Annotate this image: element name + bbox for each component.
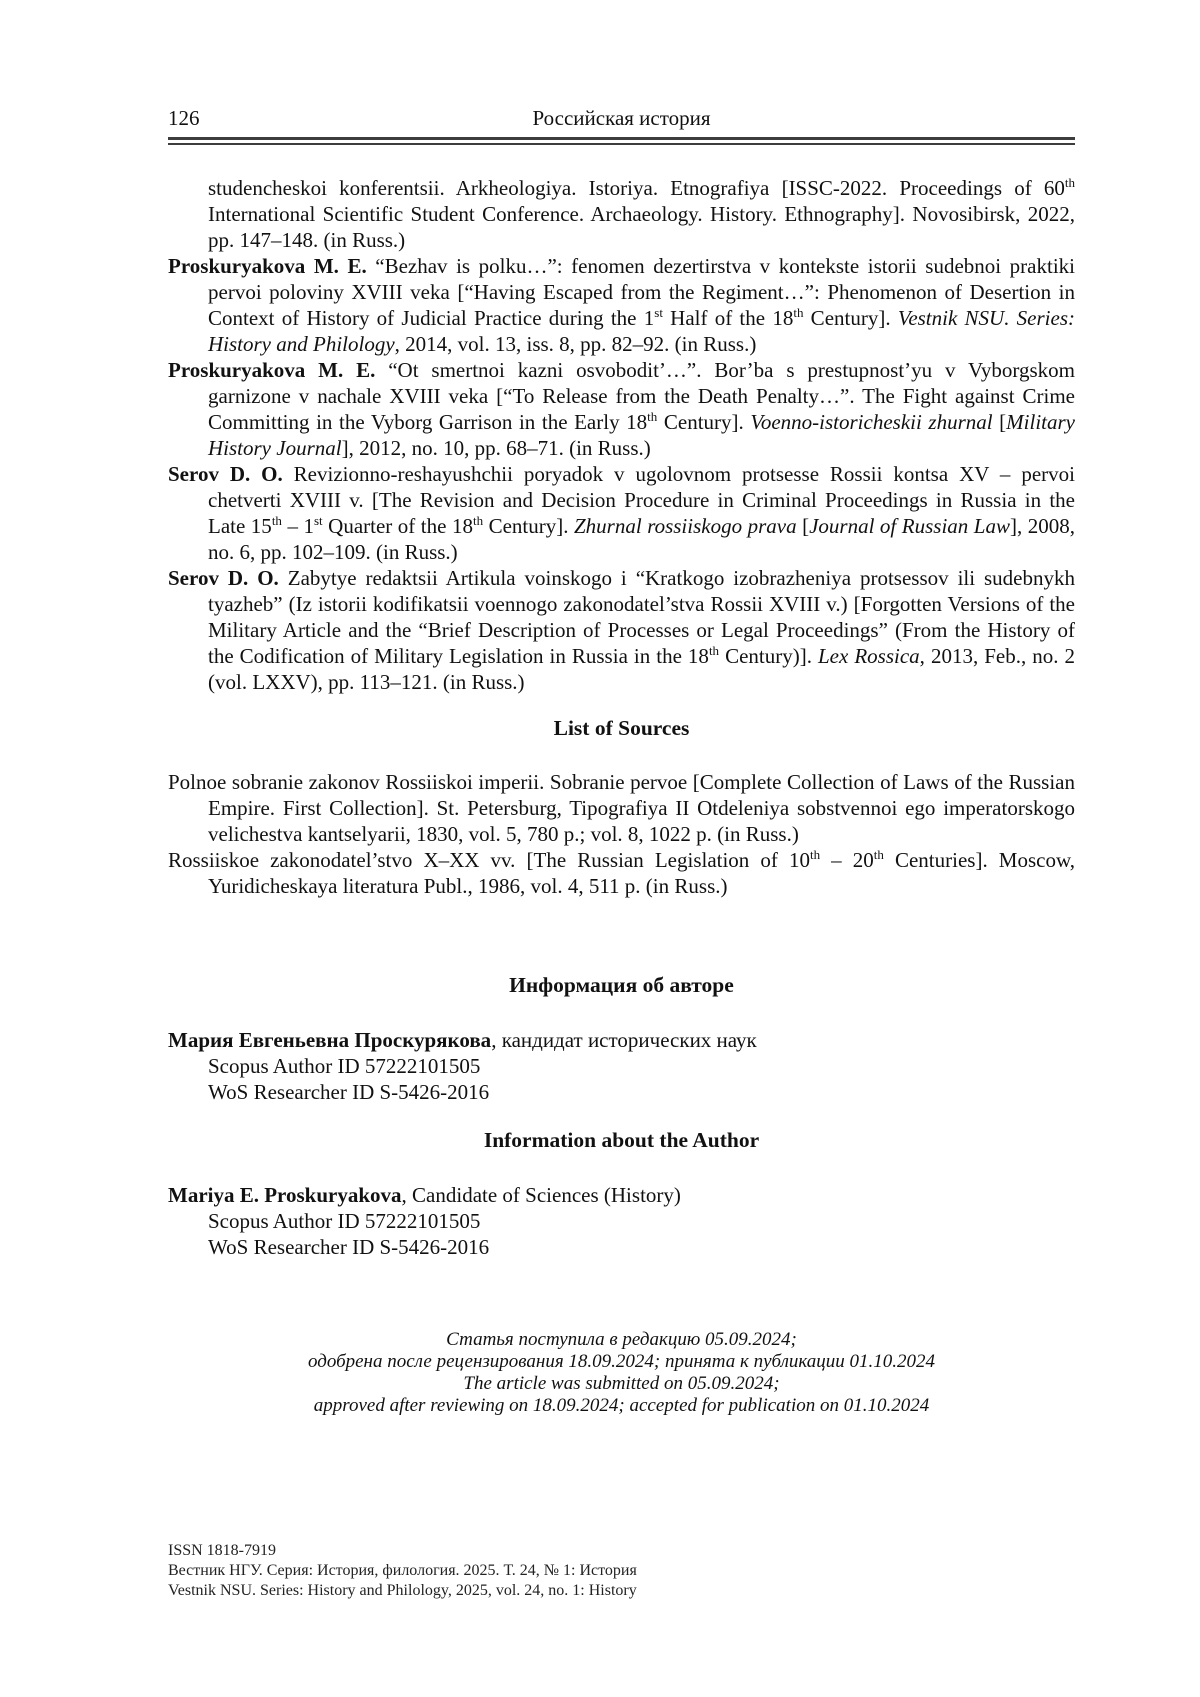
reference-entry: Proskuryakova M. E. “Bezhav is polku…”: fenomen dezertirstva v kontekste istorii sudebnoi praktiki pervoi poloviny XVIII veka [“Having Escaped from the Regiment…”: Phenomenon of Desertion in Context of History of Judicial Practice during the 1st Half of the 18th Century]. Vestnik NSU. Series: History and Philology, 2014, vol. 13, iss. 8, pp. 82–92. (in Russ.) — [168, 254, 1075, 356]
author-degree-en: , Candidate of Sciences (History) — [401, 1183, 681, 1207]
scopus-id-en: Scopus Author ID 57222101505 — [208, 1209, 481, 1233]
header-rule — [168, 137, 1075, 145]
reference-entry: Proskuryakova M. E. “Ot smertnoi kazni osvobodit’…”. Bor’ba s prestupnost’yu v Vyborgskom garnizone v nachale XVIII veka [“To Release from the Death Penalty…”. The Fight against Crime Committing in the Vyborg Garrison in the Early 18th Century]. Voenno-istoricheskii zhurnal [Military History Journal], 2012, no. 10, pp. 68–71. (in Russ.) — [168, 358, 1075, 460]
submitted-ru: Статья поступила в редакцию 05.09.2024; — [446, 1329, 797, 1350]
reference-entry: Serov D. O. Zabytye redaktsii Artikula voinskogo i “Kratkogo izobrazheniya protsessov ili sudebnykh tyazheb” (Iz istorii kodifikatsii voennogo zakonodatel’stva Rossii XVIII v.) [Forgotten Versions of the Military Article and the “Brief Description of Processes or Legal Proceedings” (From the History of the Codification of Military Legislation in Russia in the 18th Century)]. Lex Rossica, 2013, Feb., no. 2 (vol. LXXV), pp. 113–121. (in Russ.) — [168, 566, 1075, 694]
author-name-ru: Мария Евгеньевна Проскурякова — [168, 1028, 492, 1052]
reference-entry: Serov D. O. Revizionno-reshayushchii poryadok v ugolovnom protsesse Rossii kontsa XV – pervoi chetverti XVIII v. [The Revision and Decision Procedure in Criminal Proceedings in Russia in the Late 15th – 1st Quarter of the 18th Century]. Zhurnal rossiiskogo prava [Journal of Russian Law], 2008, no. 6, pp. 102–109. (in Russ.) — [168, 462, 1075, 564]
source-entry: Polnoe sobranie zakonov Rossiiskoi imperii. Sobranie pervoe [Complete Collection of Laws of the Russian Empire. First Collection]. St. Petersburg, Tipografiya II Otdeleniya sobstvennoi ego imperatorskogo velichestva kantselyarii, 1830, vol. 5, 780 p.; vol. 8, 1022 p. (in Russ.) — [168, 770, 1075, 846]
approved-en: approved after reviewing on 18.09.2024; accepted for publication on 01.10.2024 — [313, 1395, 930, 1416]
author-name-en: Mariya E. Proskuryakova — [168, 1183, 402, 1207]
page-number: 126 — [168, 106, 200, 130]
approved-ru: одобрена после рецензирования 18.09.2024; принята к публикации 01.10.2024 — [307, 1351, 936, 1372]
author-line-ru — [168, 1027, 1075, 1053]
article-dates — [168, 1329, 1075, 1417]
author-degree-ru: , кандидат исторических наук — [491, 1028, 757, 1052]
journal-line-en: Vestnik NSU. Series: History and Philology, 2025, vol. 24, no. 1: History — [168, 1582, 637, 1599]
issn-line: ISSN 1818-7919 — [168, 1542, 277, 1559]
author-block-ru — [168, 1027, 1075, 1105]
wos-id-ru: WoS Researcher ID S-5426-2016 — [208, 1080, 490, 1104]
running-title: Российская история — [532, 106, 711, 130]
list-of-sources-heading: List of Sources — [553, 716, 690, 740]
journal-footer — [168, 1541, 1075, 1601]
submitted-en: The article was submitted on 05.09.2024; — [463, 1373, 780, 1394]
journal-line-ru: Вестник НГУ. Серия: История, филология. 2025. Т. 24, № 1: История — [168, 1562, 637, 1579]
scopus-id-ru: Scopus Author ID 57222101505 — [208, 1054, 481, 1078]
references-list — [168, 175, 1075, 695]
running-head — [168, 0, 1075, 130]
author-line-en — [168, 1182, 1075, 1208]
reference-entry: studencheskoi konferentsii. Arkheologiya. Istoriya. Etnografiya [ISSC-2022. Proceedings of 60th International Scientific Student Conference. Archaeology. History. Ethnography]. Novosibirsk, 2022, pp. 147–148. (in Russ.) — [208, 175, 1075, 252]
wos-id-en: WoS Researcher ID S-5426-2016 — [208, 1235, 490, 1259]
page-content — [168, 0, 1075, 1601]
source-entry: Rossiiskoe zakonodatel’stvo X–XX vv. [The Russian Legislation of 10th – 20th Centuries]. Moscow, Yuridicheskaya literatura Publ., 1986, vol. 4, 511 p. (in Russ.) — [168, 847, 1075, 898]
author-info-en-heading: Information about the Author — [483, 1128, 760, 1152]
author-block-en — [168, 1182, 1075, 1260]
author-info-ru-heading: Информация об авторе — [509, 973, 734, 997]
sources-list — [168, 769, 1075, 899]
